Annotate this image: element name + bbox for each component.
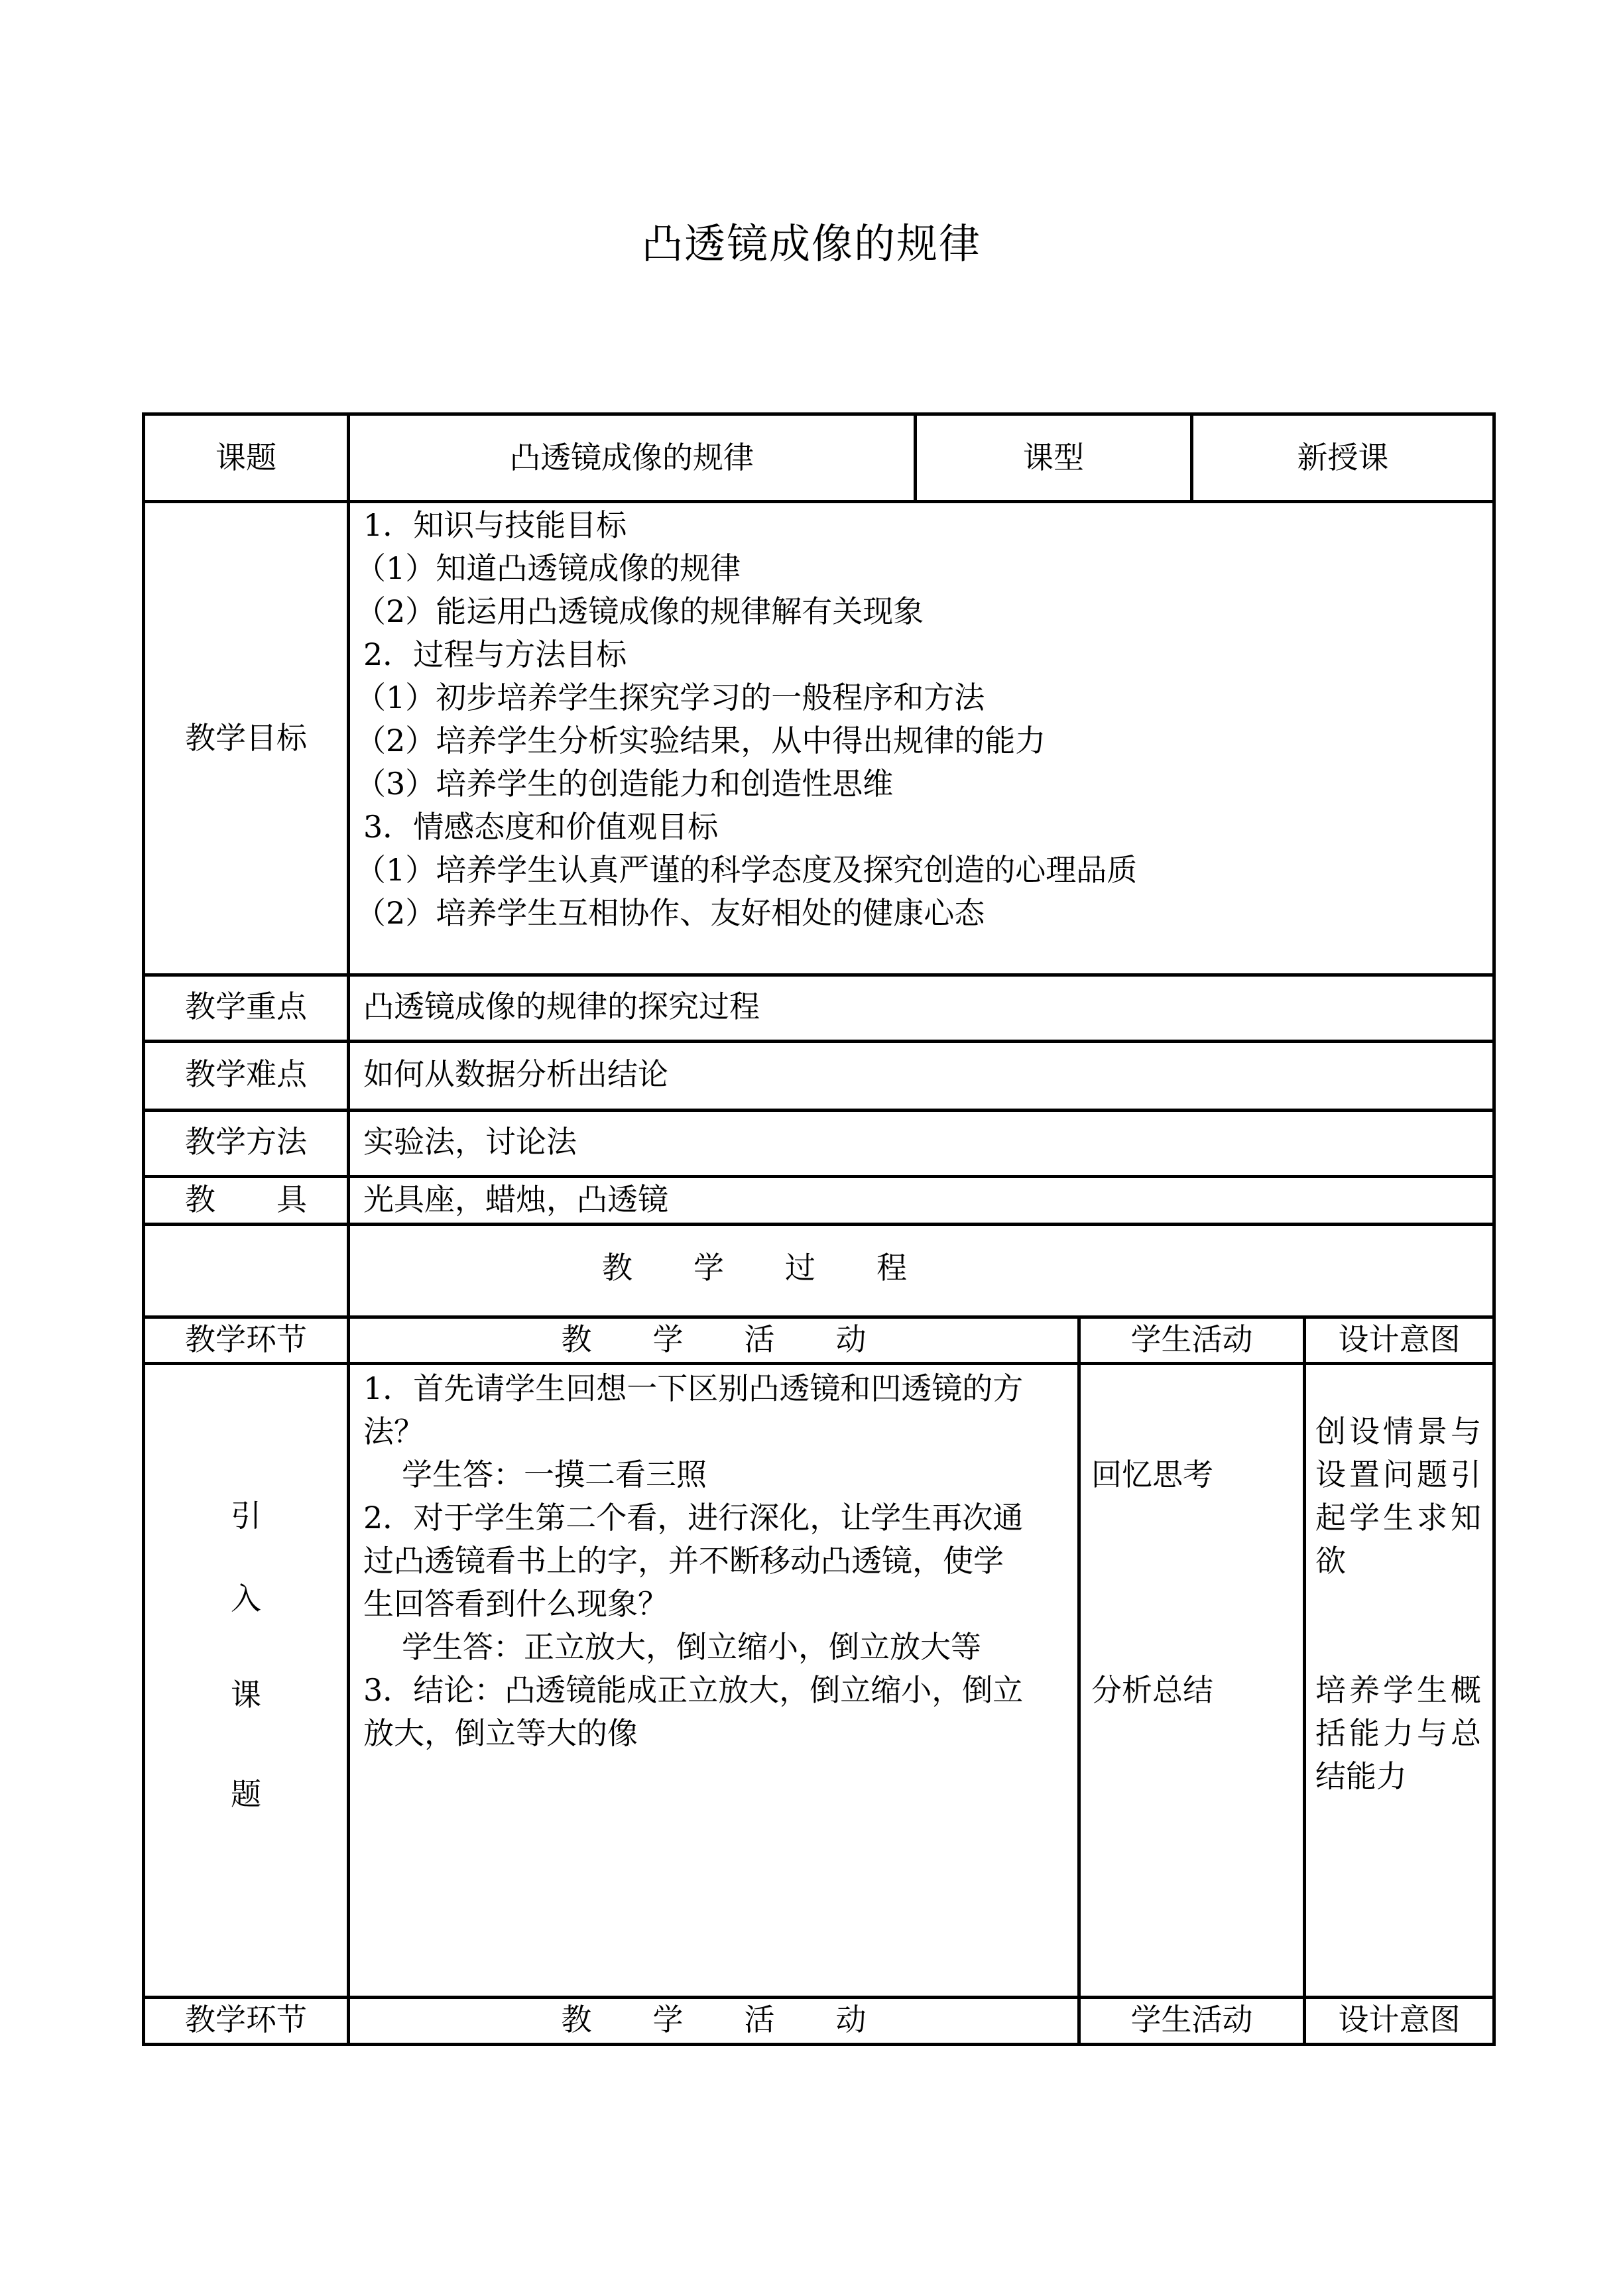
objective-line: （3）培养学生的创造能力和创造性思维 xyxy=(355,766,894,802)
table-rule xyxy=(142,1109,1496,1112)
table-rule xyxy=(1492,412,1496,2046)
objective-line: （2）能运用凸透镜成像的规律解有关现象 xyxy=(355,593,924,629)
activity-line: 生回答看到什么现象？ xyxy=(363,1586,668,1622)
topic-value: 凸透镜成像的规律 xyxy=(510,440,754,475)
student-activity: 分析总结 xyxy=(1091,1672,1213,1708)
objective-line: （2）培养学生分析实验结果，从中得出规律的能力 xyxy=(355,723,1046,758)
column-activity: 教 学 活 动 xyxy=(561,1321,867,1357)
column-activity-repeat: 教 学 活 动 xyxy=(561,2002,867,2037)
design-intent: 培养学生概括能力与总结能力 xyxy=(1315,1672,1481,1794)
activity-line: 法？ xyxy=(363,1414,424,1449)
objectives-label: 教学目标 xyxy=(185,720,307,756)
stage-char: 题 xyxy=(231,1776,261,1812)
objective-line: （1）知道凸透镜成像的规律 xyxy=(355,550,741,586)
lesson-plan-table xyxy=(142,412,1496,2046)
column-student-repeat: 学生活动 xyxy=(1130,2002,1253,2037)
stage-char: 课 xyxy=(231,1677,261,1713)
table-rule xyxy=(142,1362,1496,1365)
process-header: 教 学 过 程 xyxy=(602,1250,907,1286)
table-rule xyxy=(142,2043,1496,2046)
stage-char: 引 xyxy=(231,1498,261,1534)
tools-label: 教 具 xyxy=(185,1181,307,1217)
objective-line: 1．知识与技能目标 xyxy=(363,507,627,543)
table-rule xyxy=(1077,1315,1081,2046)
column-student: 学生活动 xyxy=(1130,1321,1253,1357)
objective-line: 2．过程与方法目标 xyxy=(363,636,627,672)
table-rule xyxy=(1303,1315,1306,2046)
method-label: 教学方法 xyxy=(185,1124,307,1160)
activity-line: 2．对于学生第二个看，进行深化，让学生再次通 xyxy=(363,1500,1024,1536)
method-value: 实验法，讨论法 xyxy=(363,1124,577,1160)
table-rule xyxy=(142,412,1496,416)
activity-line: 3．结论：凸透镜能成正立放大，倒立缩小，倒立 xyxy=(363,1672,1024,1708)
table-rule xyxy=(142,500,1496,503)
difficulty-label: 教学难点 xyxy=(185,1056,307,1092)
table-rule xyxy=(347,412,350,2046)
activity-line: 1．首先请学生回想一下区别凸透镜和凹透镜的方 xyxy=(363,1370,1024,1406)
key-point-value: 凸透镜成像的规律的探究过程 xyxy=(363,989,760,1024)
design-intent: 创设情景与设置问题引起学生求知欲 xyxy=(1315,1414,1481,1579)
objective-line: （2）培养学生互相协作、友好相处的健康心态 xyxy=(355,895,985,931)
difficulty-value: 如何从数据分析出结论 xyxy=(363,1056,668,1092)
column-stage-repeat: 教学环节 xyxy=(185,2002,307,2037)
activity-line: 学生答：正立放大，倒立缩小，倒立放大等 xyxy=(371,1629,981,1665)
type-value: 新授课 xyxy=(1297,440,1389,475)
column-intent: 设计意图 xyxy=(1338,1321,1461,1357)
table-rule xyxy=(142,973,1496,977)
activity-line: 放大，倒立等大的像 xyxy=(363,1715,638,1751)
table-rule xyxy=(142,1223,1496,1226)
objective-line: （1）初步培养学生探究学习的一般程序和方法 xyxy=(355,680,985,715)
objective-line: 3．情感态度和价值观目标 xyxy=(363,809,719,845)
tools-value: 光具座，蜡烛，凸透镜 xyxy=(363,1181,668,1217)
type-label: 课型 xyxy=(1023,440,1084,475)
key-point-label: 教学重点 xyxy=(185,989,307,1024)
table-rule xyxy=(142,1040,1496,1043)
stage-char: 入 xyxy=(231,1581,261,1616)
topic-label: 课题 xyxy=(215,440,276,475)
document-title: 凸透镜成像的规律 xyxy=(641,219,981,268)
column-intent-repeat: 设计意图 xyxy=(1338,2002,1461,2037)
column-stage: 教学环节 xyxy=(185,1321,307,1357)
student-activity: 回忆思考 xyxy=(1091,1457,1213,1492)
activity-line: 学生答：一摸二看三照 xyxy=(371,1457,707,1492)
objective-line: （1）培养学生认真严谨的科学态度及探究创造的心理品质 xyxy=(355,852,1138,888)
activity-line: 过凸透镜看书上的字，并不断移动凸透镜，使学 xyxy=(363,1543,1004,1579)
